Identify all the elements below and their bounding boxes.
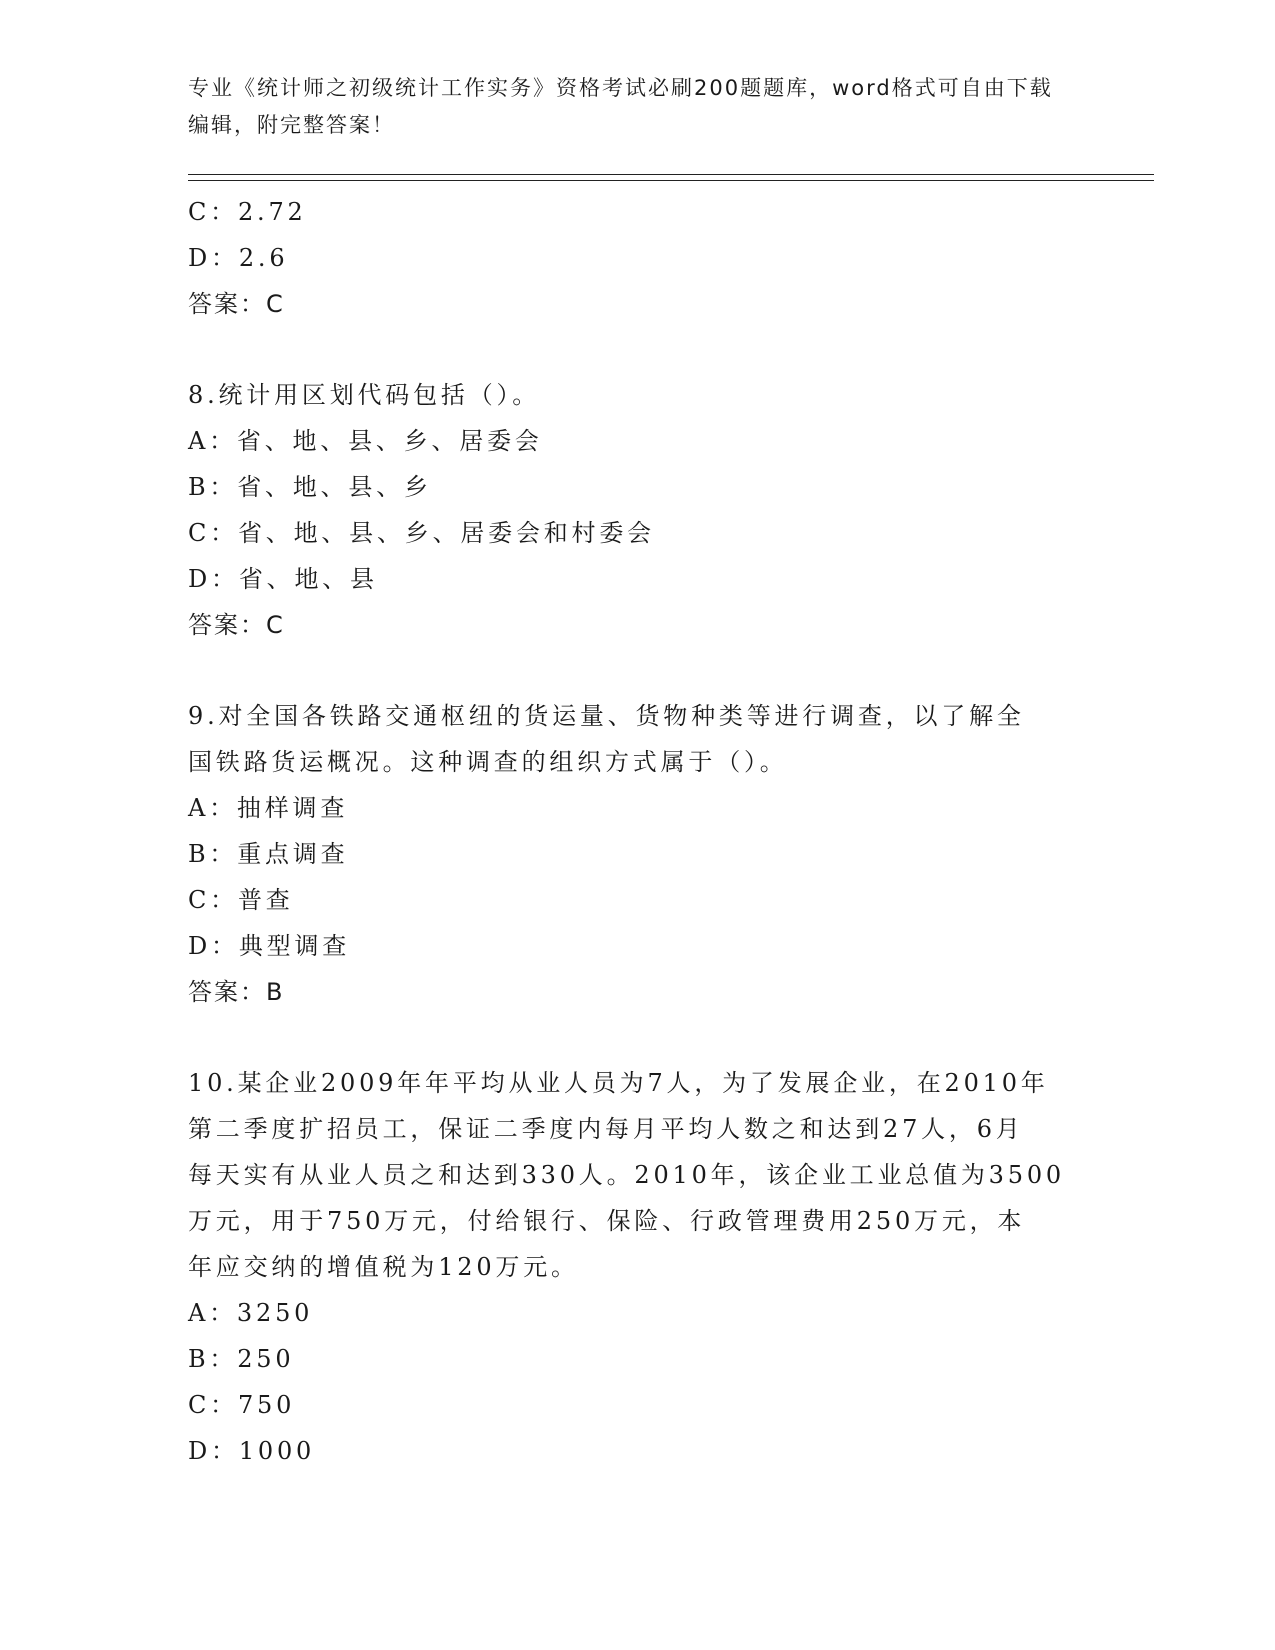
question-text-line-2: 国铁路货运概况。这种调查的组织方式属于（）。 [188, 748, 788, 776]
exam-content [188, 189, 1088, 1474]
question-text-line-1: 9.对全国各铁路交通枢纽的货运量、货物种类等进行调查，以了解全 [188, 702, 1025, 730]
option-a: A：省、地、县、乡、居委会 [188, 427, 543, 455]
question-8 [188, 372, 1088, 648]
option-d: D：省、地、县 [188, 565, 378, 593]
option-a: A：3250 [188, 1299, 314, 1327]
option-c: C：省、地、县、乡、居委会和村委会 [188, 519, 655, 547]
option-b: B：重点调查 [188, 840, 349, 868]
question-spacer [188, 327, 1088, 372]
option-b: B：省、地、县、乡 [188, 473, 432, 501]
option-d: D：典型调查 [188, 932, 351, 960]
option-c: C：普查 [188, 886, 294, 914]
page-header [188, 70, 1068, 144]
option-b: B：250 [188, 1345, 295, 1373]
option-d: D：2.6 [188, 244, 289, 272]
question-9 [188, 693, 1088, 1015]
prev-question-continuation [188, 189, 1088, 327]
header-divider-bottom [188, 180, 1154, 181]
answer-line: 答案：C [188, 290, 285, 318]
option-c: C：750 [188, 1391, 296, 1419]
question-text-line-1: 10.某企业2009年年平均从业人员为7人，为了发展企业，在2010年 [188, 1069, 1049, 1097]
question-spacer [188, 648, 1088, 693]
option-d: D：1000 [188, 1437, 316, 1465]
question-10 [188, 1060, 1088, 1474]
question-spacer [188, 1015, 1088, 1060]
answer-line: 答案：B [188, 978, 285, 1006]
option-c: C：2.72 [188, 198, 307, 226]
document-title: 专业《统计师之初级统计工作实务》资格考试必刷200题题库，word格式可自由下载编辑，附完整答案！ [188, 76, 1053, 137]
question-text-line-3: 每天实有从业人员之和达到330人。2010年，该企业工业总值为3500 [188, 1161, 1065, 1189]
question-text-line-4: 万元，用于750万元，付给银行、保险、行政管理费用250万元，本 [188, 1207, 1026, 1235]
option-a: A：抽样调查 [188, 794, 349, 822]
answer-line: 答案：C [188, 611, 285, 639]
header-divider-top [188, 174, 1154, 175]
question-text-line-2: 第二季度扩招员工，保证二季度内每月平均人数之和达到27人，6月 [188, 1115, 1024, 1143]
question-text-line-5: 年应交纳的增值税为120万元。 [188, 1253, 579, 1281]
question-text: 8.统计用区划代码包括（）。 [188, 381, 541, 409]
